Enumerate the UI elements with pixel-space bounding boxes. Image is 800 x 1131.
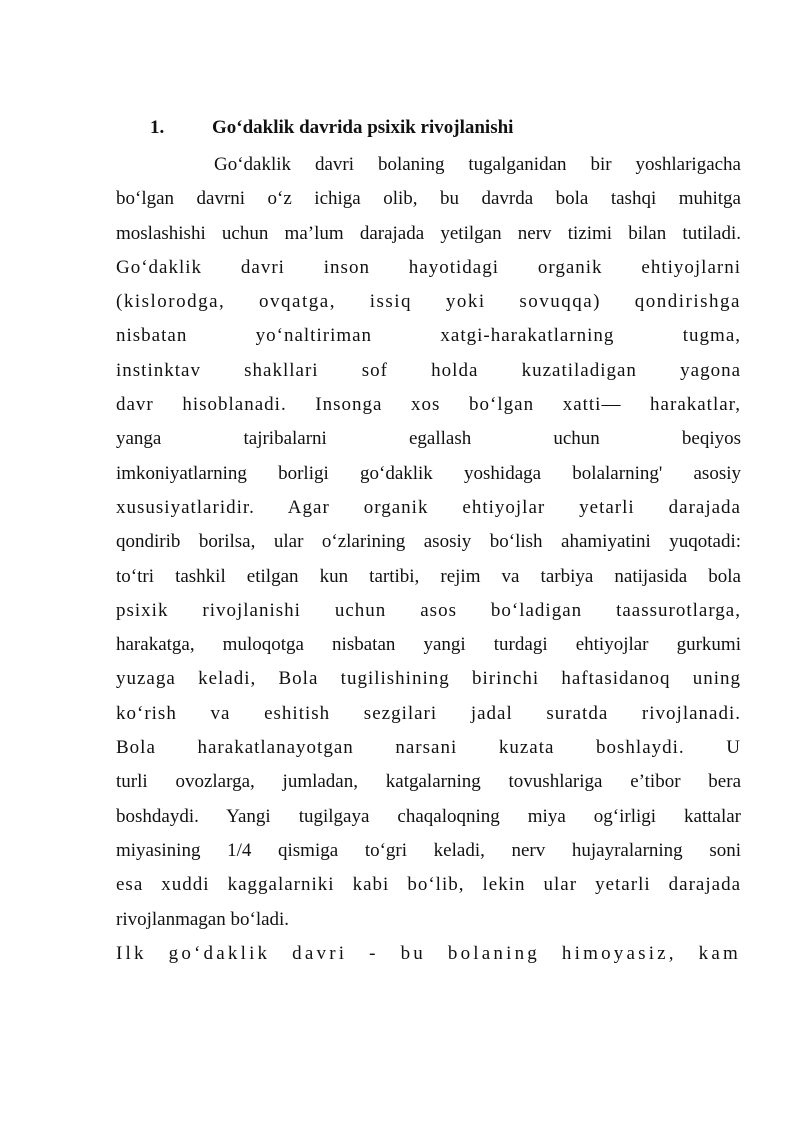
text-line: ko‘rish va eshitish sezgilari jadal suratda rivojlanadi. xyxy=(116,702,741,724)
text-line: davr hisoblanadi. Insonga xos bo‘lgan xatti— harakatlar, xyxy=(116,394,741,416)
text-line: yuzaga keladi, Bola tugilishining birinchi haftasidanoq uning xyxy=(116,668,741,690)
text-line: moslashishi uchun ma’lum darajada yetilgan nerv tizimi bilan tutiladi. xyxy=(116,222,741,244)
text-line: psixik rivojlanishi uchun asos bo‘ladigan taassurotlarga, xyxy=(116,599,741,621)
text-line: harakatga, muloqotga nisbatan yangi turdagi ehtiyojlar gurkumi xyxy=(116,634,741,656)
text-line: Go‘daklik davri bolaning tugalganidan bir yoshlarigacha xyxy=(214,154,741,175)
text-line: instinktav shakllari sof holda kuzatiladigan yagona xyxy=(116,359,741,381)
body-text xyxy=(116,148,741,971)
text-line: esa xuddi kaggalarniki kabi bo‘lib, lekin ular yetarli darajada xyxy=(116,874,741,896)
text-line: miyasining 1/4 qismiga to‘gri keladi, nerv hujayralarning soni xyxy=(116,839,741,861)
text-line: boshdaydi. Yangi tugilgaya chaqaloqning miya og‘irligi kattalar xyxy=(116,805,741,827)
text-line: nisbatan yo‘naltiriman xatgi-harakatlarning tugma, xyxy=(116,325,741,347)
text-line: xususiyatlaridir. Agar organik ehtiyojlar yetarli darajada xyxy=(116,496,741,518)
text-line: Go‘daklik davri inson hayotidagi organik ehtiyojlarni xyxy=(116,256,741,278)
text-line: (kislorodga, ovqatga, issiq yoki sovuqqa) qondirishga xyxy=(116,291,741,313)
text-line: bo‘lgan davrni o‘z ichiga olib, bu davrda bola tashqi muhitga xyxy=(116,188,741,210)
text-line: Ilk go‘daklik davri - bu bolaning himoyasiz, kam xyxy=(116,942,741,964)
text-line: qondirib borilsa, ular o‘zlarining asosiy bo‘lish ahamiyatini yuqotadi: xyxy=(116,531,741,553)
text-line: turli ovozlarga, jumladan, katgalarning tovushlariga e’tibor bera xyxy=(116,771,741,793)
heading-title: Go‘daklik davrida psixik rivojlanishi xyxy=(212,117,514,138)
text-line: Bola harakatlanayotgan narsani kuzata boshlaydi. U xyxy=(116,737,741,759)
text-line: imkoniyatlarning borligi go‘daklik yoshidaga bolalarning' asosiy xyxy=(116,462,741,484)
text-line: yanga tajribalarni egallash uchun beqiyos xyxy=(116,428,741,450)
text-line: to‘tri tashkil etilgan kun tartibi, rejim va tarbiya natijasida bola xyxy=(116,565,741,587)
heading-number: 1. xyxy=(150,117,165,138)
text-line: rivojlanmagan bo‘ladi. xyxy=(116,908,290,930)
section-heading xyxy=(150,116,513,140)
